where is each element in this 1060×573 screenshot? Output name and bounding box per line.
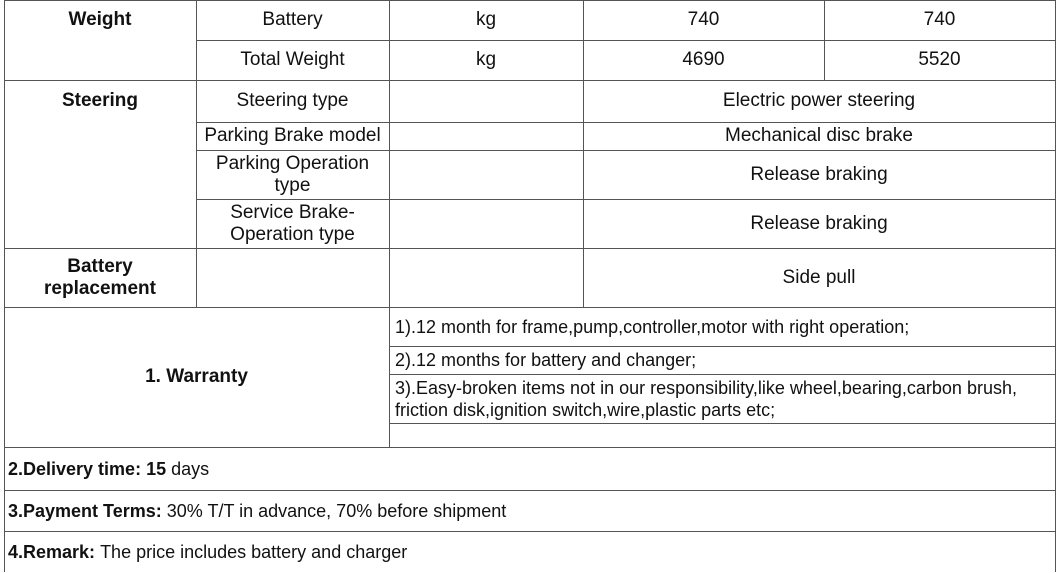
payment-row — [4, 490, 1055, 531]
parking-brake-value: Mechanical disc brake — [725, 125, 913, 146]
delivery-number: 15 — [146, 458, 167, 479]
weight-battery-item: Battery — [262, 9, 323, 30]
delivery-unit: days — [171, 458, 210, 479]
warranty-item-2: 2).12 months for battery and changer; — [395, 350, 697, 370]
delivery-row — [4, 447, 1055, 490]
remark-label: 4.Remark: — [8, 541, 96, 562]
parking-operation-value: Release braking — [750, 163, 888, 185]
service-brake-value: Release braking — [750, 212, 888, 234]
payment-text: 30% T/T in advance, 70% before shipment — [166, 500, 507, 521]
payment-label: 3.Payment Terms: — [8, 500, 162, 521]
weight-total-unit: kg — [475, 49, 497, 70]
weight-total-value-1: 4690 — [682, 49, 725, 70]
weight-battery-value-2: 740 — [923, 9, 956, 30]
warranty-item-3: 3).Easy-broken items not in our responsibility,like wheel,bearing,carbon brush, friction disk,ignition switch,wire,plastic parts etc; — [395, 377, 1017, 420]
weight-total-value-2: 5520 — [918, 49, 961, 70]
steering-type-item: Steering type — [236, 90, 349, 111]
weight-battery-value-1: 740 — [687, 9, 720, 30]
service-brake-item: Service Brake-Operation type — [230, 201, 355, 245]
weight-battery-unit: kg — [475, 9, 497, 30]
warranty-item-4 — [389, 423, 1055, 447]
remark-text: The price includes battery and charger — [100, 541, 408, 562]
steering-label: Steering — [61, 90, 139, 111]
remark-row — [4, 531, 1055, 572]
battery-replacement-value: Side pull — [782, 266, 856, 288]
delivery-label: 2.Delivery time: — [8, 458, 142, 479]
weight-label: Weight — [68, 9, 132, 30]
steering-type-value: Electric power steering — [722, 90, 916, 111]
parking-operation-item: Parking Operation type — [215, 152, 370, 196]
warranty-item-1: 1).12 month for frame,pump,controller,motor with right operation; — [395, 316, 910, 337]
parking-brake-item: Parking Brake model — [204, 125, 381, 146]
battery-replacement-label: Battery replacement — [44, 255, 156, 299]
warranty-label: 1. Warranty — [145, 366, 248, 387]
weight-total-item: Total Weight — [240, 49, 345, 70]
